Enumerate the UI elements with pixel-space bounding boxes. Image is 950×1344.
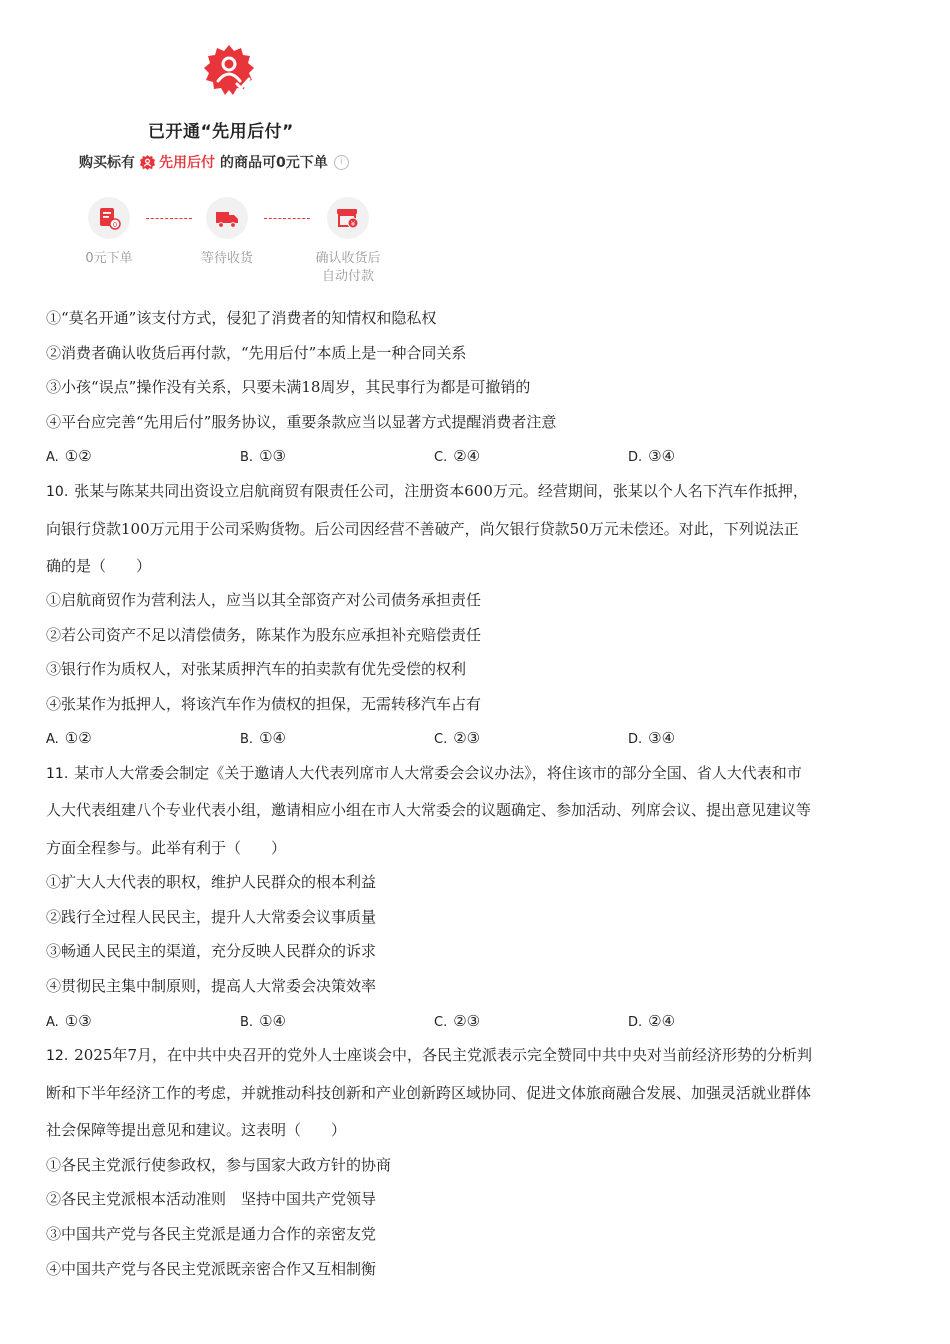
q10-stem-line-1 [46,481,808,502]
payment-box-icon [336,206,360,230]
q9-option-b[interactable] [240,446,286,468]
option-letter: A. [46,1015,59,1030]
q9-option-c[interactable] [434,446,480,468]
option-letter: B. [240,450,254,465]
option-text: ②③ [453,1012,481,1030]
q11-option-c[interactable] [434,1011,480,1033]
q9-statement-2: ②消费者确认收货后再付款，“先用后付”本质上是一种合同关系 [46,344,467,362]
q11-statement-2: ②践行全过程人民民主，提升人大常委会议事质量 [46,908,377,926]
option-text: ③④ [648,447,676,465]
q11-option-b[interactable] [240,1011,286,1033]
promo-subtitle [79,152,349,172]
option-text: ①② [64,729,92,747]
info-icon[interactable]: i [334,155,349,170]
q10-statement-2: ②若公司资产不足以清偿债务，陈某作为股东应承担补充赔偿责任 [46,626,482,644]
q9-option-d[interactable] [628,446,675,468]
option-text: ②④ [453,447,481,465]
option-text: ①④ [259,1012,286,1030]
q10-option-b[interactable] [240,728,286,750]
q10-option-a[interactable] [46,728,92,750]
q12-statement-4: ④中国共产党与各民主党派既亲密合作又互相制衡 [46,1260,377,1278]
q11-statement-1: ①扩大人大代表的职权，维护人民群众的根本利益 [46,873,377,891]
step-connector [146,218,192,219]
q9-option-a[interactable] [46,446,92,468]
q12-stem-line-2: 断和下半年经济工作的考虑，并就推动科技创新和产业创新跨区域协同、促进文体旅商融合发展、加强灵活就业群体 [46,1084,812,1102]
option-letter: C. [434,732,448,747]
pay-later-promo [0,0,950,300]
q10-statement-1: ①启航商贸作为营利法人，应当以其全部资产对公司债务承担责任 [46,591,482,609]
q12-statement-1: ①各民主党派行使参政权，参与国家大政方针的协商 [46,1156,392,1174]
step-label-pay-line2: 自动付款 [321,269,374,284]
step-label-wait: 等待收货 [200,251,253,266]
option-text: ①③ [64,1012,92,1030]
option-letter: D. [628,1015,643,1030]
q12-stem-line-1 [46,1045,812,1066]
q9-statement-3: ③小孩“误点”操作没有关系，只要未满18周岁，其民事行为都是可撤销的 [46,378,531,396]
option-text: ②③ [453,729,481,747]
q11-option-a[interactable] [46,1011,92,1033]
svg-text:¥: ¥ [350,220,356,228]
option-letter: C. [434,450,448,465]
q10-number: 10. [46,484,69,500]
step-wait-icon-wrap [206,197,248,239]
q10-option-c[interactable] [434,728,480,750]
q9-statement-4: ④平台应完善“先用后付”服务协议，重要条款应当以显著方式提醒消费者注意 [46,413,557,431]
truck-icon [215,206,239,230]
option-text: ①④ [259,729,286,747]
option-text: ③④ [648,729,676,747]
option-text: ②④ [648,1012,676,1030]
option-letter: B. [240,1015,254,1030]
option-text: ①② [64,447,92,465]
q11-stem-line-2: 人大代表组建八个专业代表小组，邀请相应小组在市人大常委会的议题确定、参加活动、列席会议、提出意见建议等 [46,801,812,819]
q11-stem-line-3: 方面全程参与。此举有利于（ ） [46,839,287,857]
q10-statement-4: ④张某作为抵押人，将该汽车作为债权的担保，无需转移汽车占有 [46,695,482,713]
q12-stem-line-3: 社会保障等提出意见和建议。这表明（ ） [46,1121,347,1139]
q10-stem-line-2: 向银行贷款100万元用于公司采购货物。后公司因经营不善破产，尚欠银行贷款50万元未偿还。对此，下列说法正 [46,520,799,538]
option-letter: C. [434,1015,448,1030]
option-text: ①③ [259,447,286,465]
promo-title: 已开通“先用后付” [148,122,294,142]
option-letter: B. [240,732,254,747]
step-label-pay-line1: 确认收货后 [315,251,381,266]
q10-stem-line-3: 确的是（ ） [46,557,152,575]
q11-statement-4: ④贯彻民主集中制原则，提高人大常委会决策效率 [46,977,377,995]
option-letter: D. [628,450,643,465]
receipt-icon [97,206,121,230]
step-connector [264,218,310,219]
option-letter: A. [46,732,59,747]
q12-statement-3: ③中国共产党与各民主党派是通力合作的亲密友党 [46,1225,377,1243]
q11-number: 11. [46,766,69,782]
option-letter: A. [46,450,59,465]
subtitle-prefix: 购买标有 [79,155,135,171]
pay-later-badge-icon [203,44,255,96]
q12-number: 12. [46,1048,69,1064]
q10-statement-3: ③银行作为质权人，对张某质押汽车的拍卖款有优先受偿的权利 [46,660,467,678]
q11-option-d[interactable] [628,1011,675,1033]
q12-statement-2: ②各民主党派根本活动准则 坚持中国共产党领导 [46,1190,377,1208]
subtitle-suffix: 的商品可0元下单 [220,155,328,171]
pay-later-mini-badge-icon [140,155,155,170]
step-order-icon-wrap [88,197,130,239]
q9-statement-1: ①“莫名开通”该支付方式，侵犯了消费者的知情权和隐私权 [46,309,437,327]
subtitle-highlight: 先用后付 [159,155,215,171]
q11-stem-line-1 [46,763,802,784]
q10-option-d[interactable] [628,728,675,750]
q10-stem-text-1: 张某与陈某共同出资设立启航商贸有限责任公司，注册资本600万元。经营期间，张某以个人名下汽车作抵押， [74,482,808,500]
q11-stem-text-1: 某市人大常委会制定《关于邀请人大代表列席市人大常委会会议办法》，将住该市的部分全国、省人大代表和市 [74,764,802,782]
q11-statement-3: ③畅通人民民主的渠道，充分反映人民群众的诉求 [46,942,377,960]
option-letter: D. [628,732,643,747]
step-label-pay [300,250,396,286]
svg-text:0: 0 [112,221,118,229]
q12-stem-text-1: 2025年7月，在中共中央召开的党外人士座谈会中，各民主党派表示完全赞同中共中央对当前经济形势的分析判 [74,1046,812,1064]
step-pay-icon-wrap [327,197,369,239]
step-label-order: 0元下单 [85,251,133,266]
